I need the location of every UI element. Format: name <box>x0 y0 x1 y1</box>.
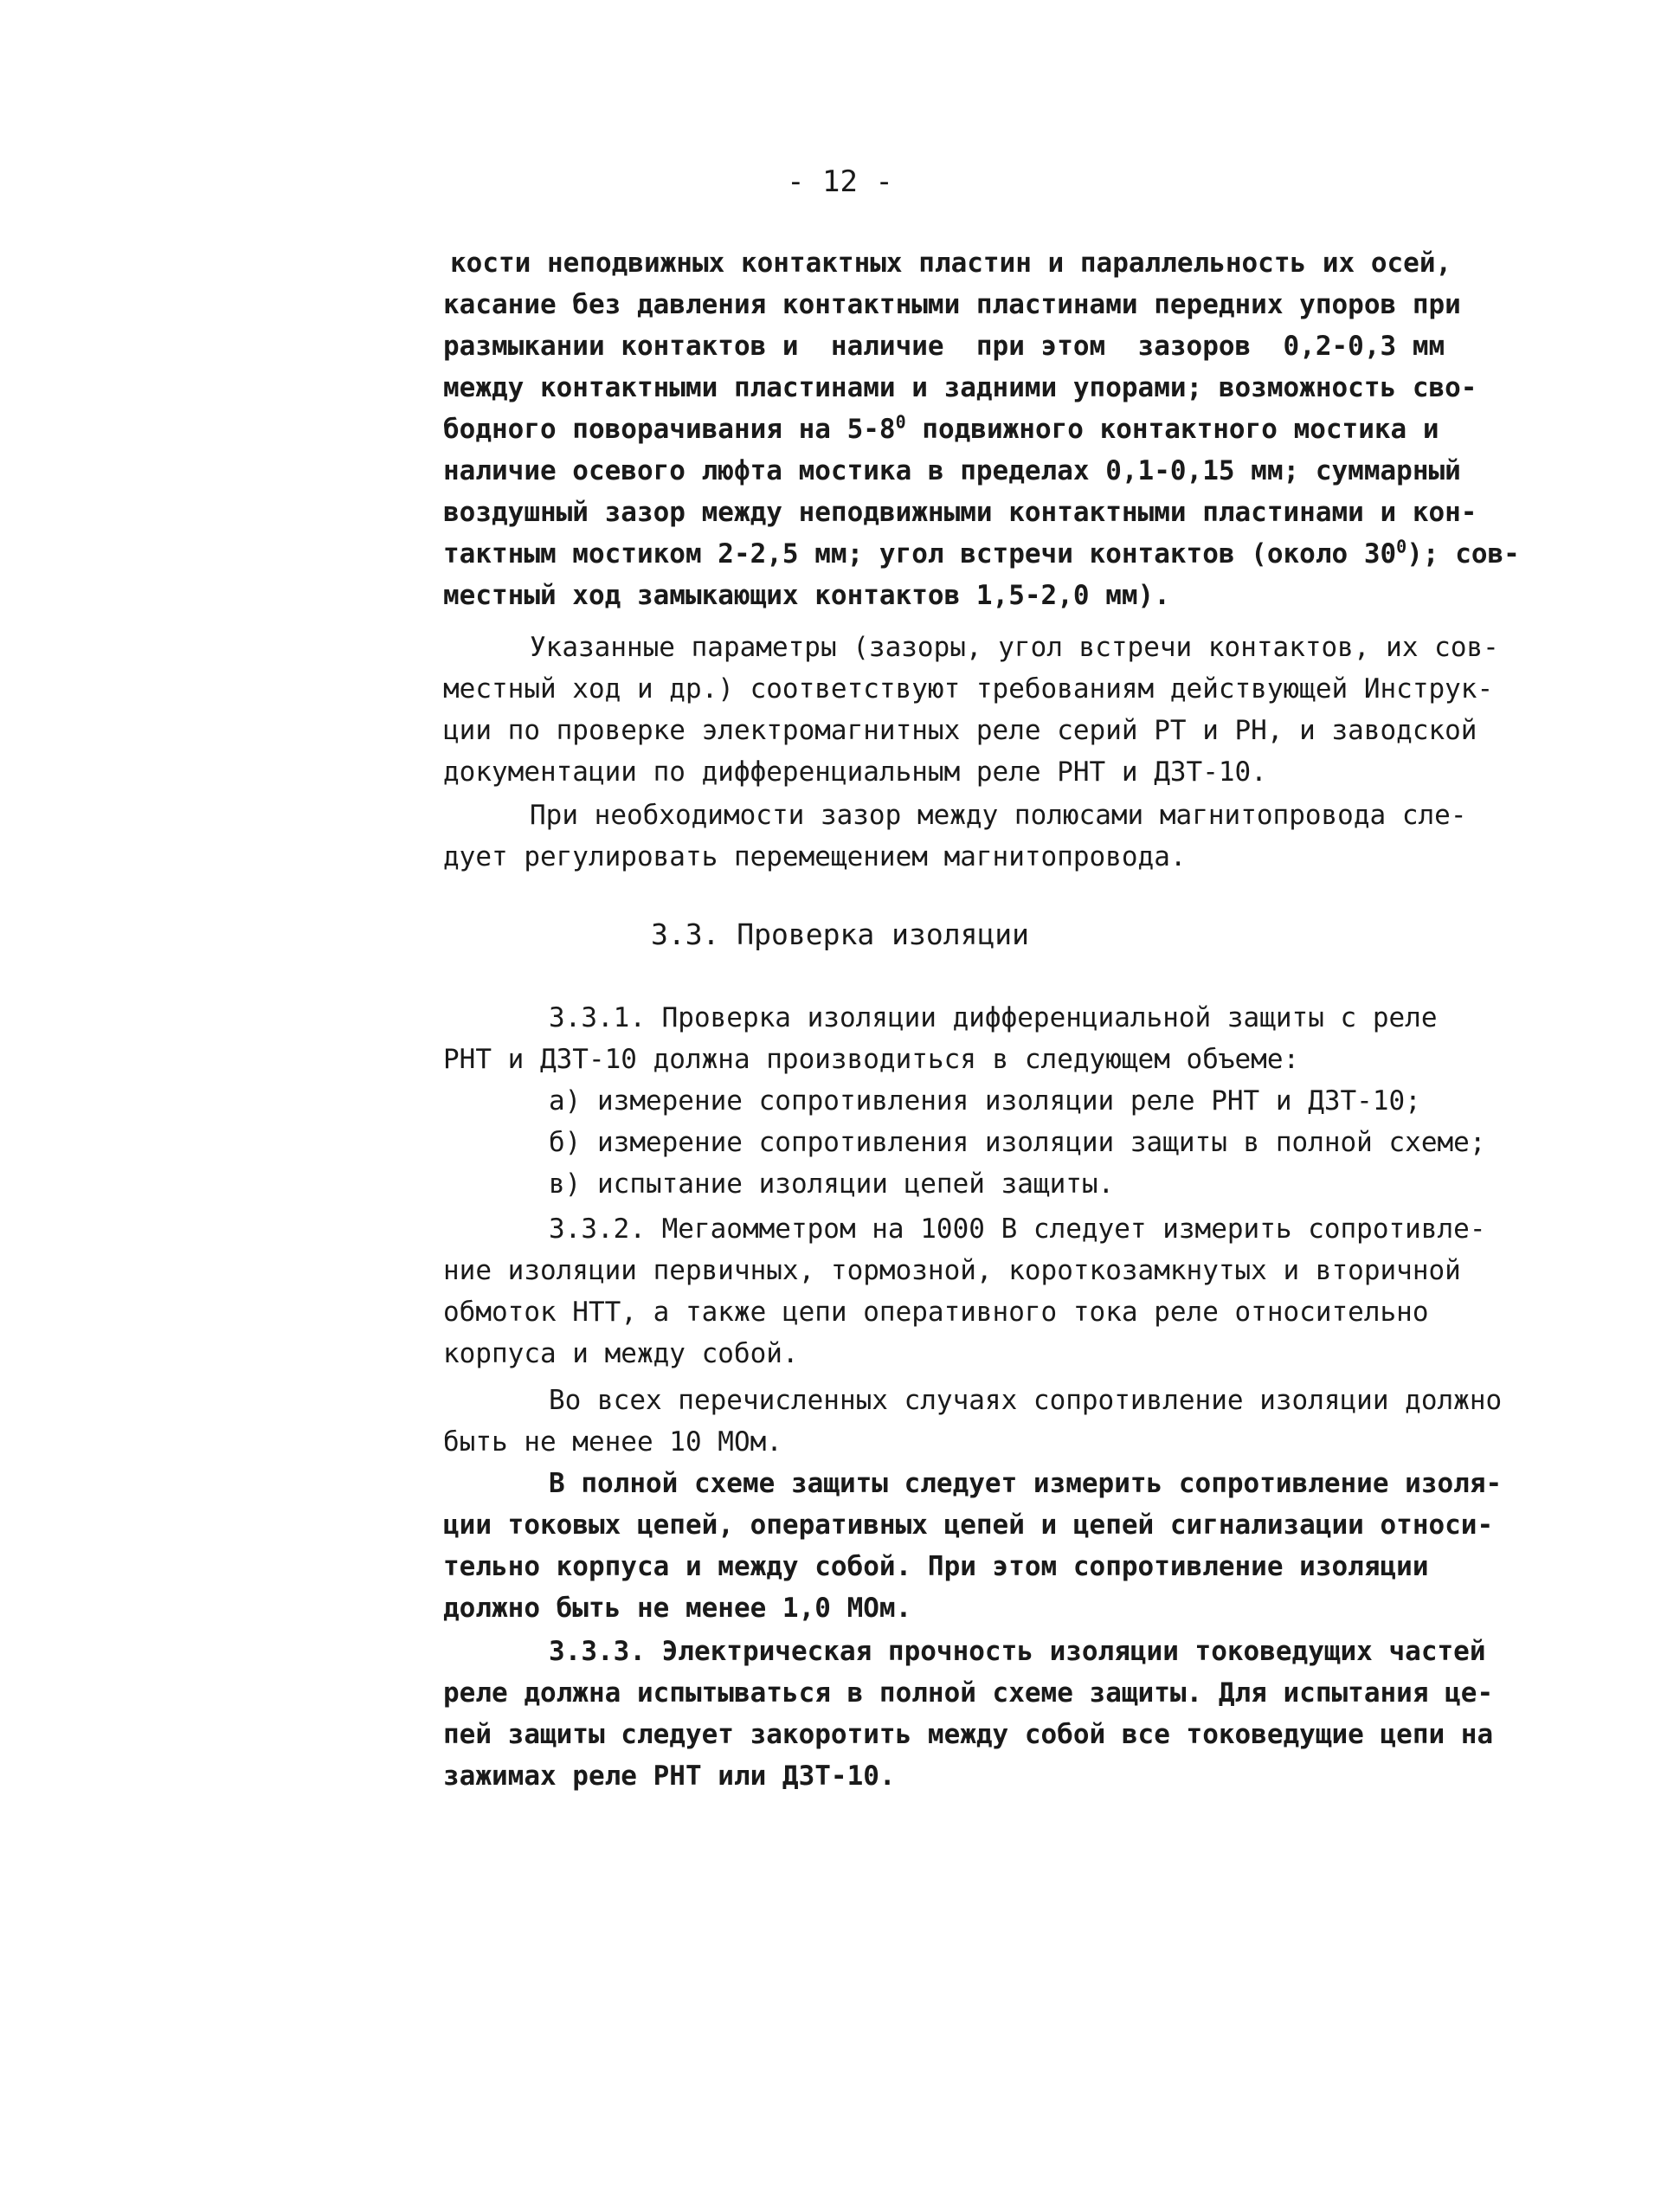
text-line: В полной схеме защиты следует измерить сопротивление изоля- <box>549 1468 1503 1499</box>
text-line: реле должна испытываться в полной схеме защиты. Для испытания це- <box>443 1677 1494 1709</box>
text-line: Указанные параметры (зазоры, угол встречи контактов, их сов- <box>530 632 1499 663</box>
text-line: должно быть не менее 1,0 МОм. <box>443 1593 912 1624</box>
list-item: а) измерение сопротивления изоляции реле РНТ и ДЗТ-10; <box>549 1085 1421 1117</box>
text-line: воздушный зазор между неподвижными контактными пластинами и кон- <box>443 497 1477 528</box>
text-fragment: тактным мостиком 2-2,5 мм; угол встречи контактов (около 30 <box>443 538 1397 570</box>
text-line: 3.3.2. Мегаомметром на 1000 В следует измерить сопротивле- <box>549 1213 1486 1245</box>
text-line: местный ход и др.) соответствуют требованиям действующей Инструк- <box>443 673 1494 705</box>
text-fragment: ); сов- <box>1406 538 1520 570</box>
superscript-degree: 0 <box>895 411 906 433</box>
text-line: ции по проверке электромагнитных реле серий РТ и РН, и заводской <box>443 715 1477 746</box>
section-heading: 3.3. Проверка изоляции <box>650 917 1030 951</box>
text-line: корпуса и между собой. <box>443 1338 799 1369</box>
list-item: в) испытание изоляции цепей защиты. <box>549 1168 1115 1200</box>
text-fragment: бодного поворачивания на 5-8 <box>443 414 896 445</box>
text-line <box>443 533 1680 575</box>
text-line: касание без давления контактными пластинами передних упоров при <box>443 289 1461 320</box>
text-fragment: подвижного контактного мостика и <box>905 414 1439 445</box>
text-line: тельно корпуса и между собой. При этом сопротивление изоляции <box>443 1551 1429 1582</box>
text-line: кости неподвижных контактных пластин и параллельность их осей, <box>450 248 1452 279</box>
text-line: пей защиты следует закоротить между собой все токоведущие цепи на <box>443 1719 1494 1750</box>
text-line: между контактными пластинами и задними упорами; возможность сво- <box>443 372 1477 403</box>
list-item: б) измерение сопротивления изоляции защиты в полной схеме; <box>549 1127 1486 1158</box>
text-line: местный ход замыкающих контактов 1,5-2,0 мм). <box>443 580 1170 611</box>
text-line: При необходимости зазор между полюсами магнитопровода сле- <box>530 800 1467 831</box>
text-line <box>443 409 1680 450</box>
text-line: обмоток НТТ, а также цепи оперативного тока реле относительно <box>443 1297 1429 1328</box>
text-line: наличие осевого люфта мостика в пределах 0,1-0,15 мм; суммарный <box>443 455 1461 486</box>
text-line: 3.3.3. Электрическая прочность изоляции токоведущих частей <box>549 1636 1486 1667</box>
text-line: Во всех перечисленных случаях сопротивление изоляции должно <box>549 1385 1503 1416</box>
text-line: быть не менее 10 МОм. <box>443 1426 782 1458</box>
text-line: размыкании контактов и наличие при этом зазоров 0,2-0,3 мм <box>443 331 1445 362</box>
text-line: РНТ и ДЗТ-10 должна производиться в следующем объеме: <box>443 1044 1300 1075</box>
text-line: документации по дифференциальным реле РНТ и ДЗТ-10. <box>443 756 1267 788</box>
page-number: - 12 - <box>787 164 893 199</box>
text-line: зажимах реле РНТ или ДЗТ-10. <box>443 1761 896 1792</box>
superscript-degree: 0 <box>1396 536 1407 557</box>
text-line: 3.3.1. Проверка изоляции дифференциальной защиты с реле <box>549 1002 1438 1033</box>
text-line: дует регулировать перемещением магнитопровода. <box>443 841 1187 872</box>
text-line: ции токовых цепей, оперативных цепей и цепей сигнализации относи- <box>443 1509 1494 1541</box>
text-line: ние изоляции первичных, тормозной, короткозамкнутых и вторичной <box>443 1255 1461 1286</box>
